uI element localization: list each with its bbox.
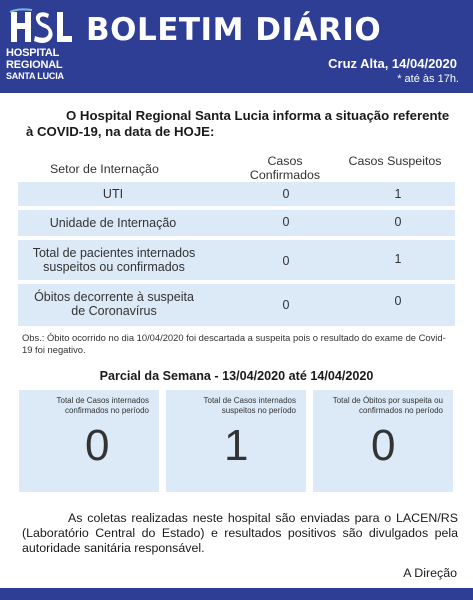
signature: A Direção: [403, 566, 457, 580]
row-suspeitos: 0: [394, 215, 402, 229]
intro-text: O Hospital Regional Santa Lucia informa a situação referente à COVID-19, na data de HOJE:: [26, 108, 450, 139]
row-setor: Total de pacientes internados suspeitos ou confirmados: [32, 246, 196, 274]
header-suspeitos: Casos Suspeitos: [348, 154, 442, 168]
card-deaths-total: [313, 390, 453, 492]
table-row: [18, 284, 455, 326]
header-banner: [0, 0, 473, 93]
card-value: 1: [224, 421, 249, 470]
footer-text: As coletas realizadas neste hospital são enviadas para o LACEN/RS (Laboratório Central do Estado) e resultados positivos são divulgados pela autoridade sanitária responsável.: [22, 511, 458, 555]
row-setor: Unidade de Internação: [49, 216, 177, 230]
logo-line-regional: REGIONAL: [6, 59, 63, 71]
header-setor: Setor de Internação: [50, 162, 159, 176]
card-label: Total de Óbitos por suspeita ou confirmados no período: [332, 396, 443, 415]
hsl-logo-icon: [8, 8, 74, 46]
row-confirmados: 0: [282, 298, 290, 312]
row-setor: Óbitos decorrente à suspeita de Coronavírus: [34, 290, 194, 318]
location-date: Cruz Alta, 14/04/2020: [328, 56, 457, 71]
card-value: 0: [371, 421, 396, 470]
card-value: 0: [85, 421, 110, 470]
bottom-bar: [0, 588, 473, 600]
header-confirmados: Casos Confirmados: [249, 154, 321, 182]
table-row: [18, 182, 455, 206]
row-confirmados: 0: [282, 215, 290, 229]
row-suspeitos: 1: [394, 187, 402, 201]
row-suspeitos: 1: [394, 252, 402, 266]
week-title: Parcial da Semana - 13/04/2020 até 14/04/2020: [99, 369, 374, 383]
row-suspeitos: 0: [394, 294, 402, 308]
observation-note: Obs.: Óbito ocorrido no dia 10/04/2020 foi descartada a suspeita pois o resultado do exame de Covid-19 foi negativo.: [22, 332, 446, 355]
table-row: [18, 210, 455, 236]
card-label: Total de Casos internados suspeitos no período: [203, 396, 296, 415]
hospital-logo: [6, 8, 76, 86]
row-setor: UTI: [102, 187, 124, 201]
row-confirmados: 0: [282, 187, 290, 201]
time-note: * até às 17h.: [397, 73, 459, 85]
card-label: Total de Casos internados confirmados no período: [56, 396, 149, 415]
logo-line-hospital: HOSPITAL: [6, 47, 60, 59]
table-row: [18, 240, 455, 280]
card-suspected-total: [166, 390, 306, 492]
logo-line-santa-lucia: SANTA LUCIA: [6, 71, 64, 81]
page-title: BOLETIM DIÁRIO: [86, 12, 382, 48]
row-confirmados: 0: [282, 254, 290, 268]
card-confirmed-total: [19, 390, 159, 492]
